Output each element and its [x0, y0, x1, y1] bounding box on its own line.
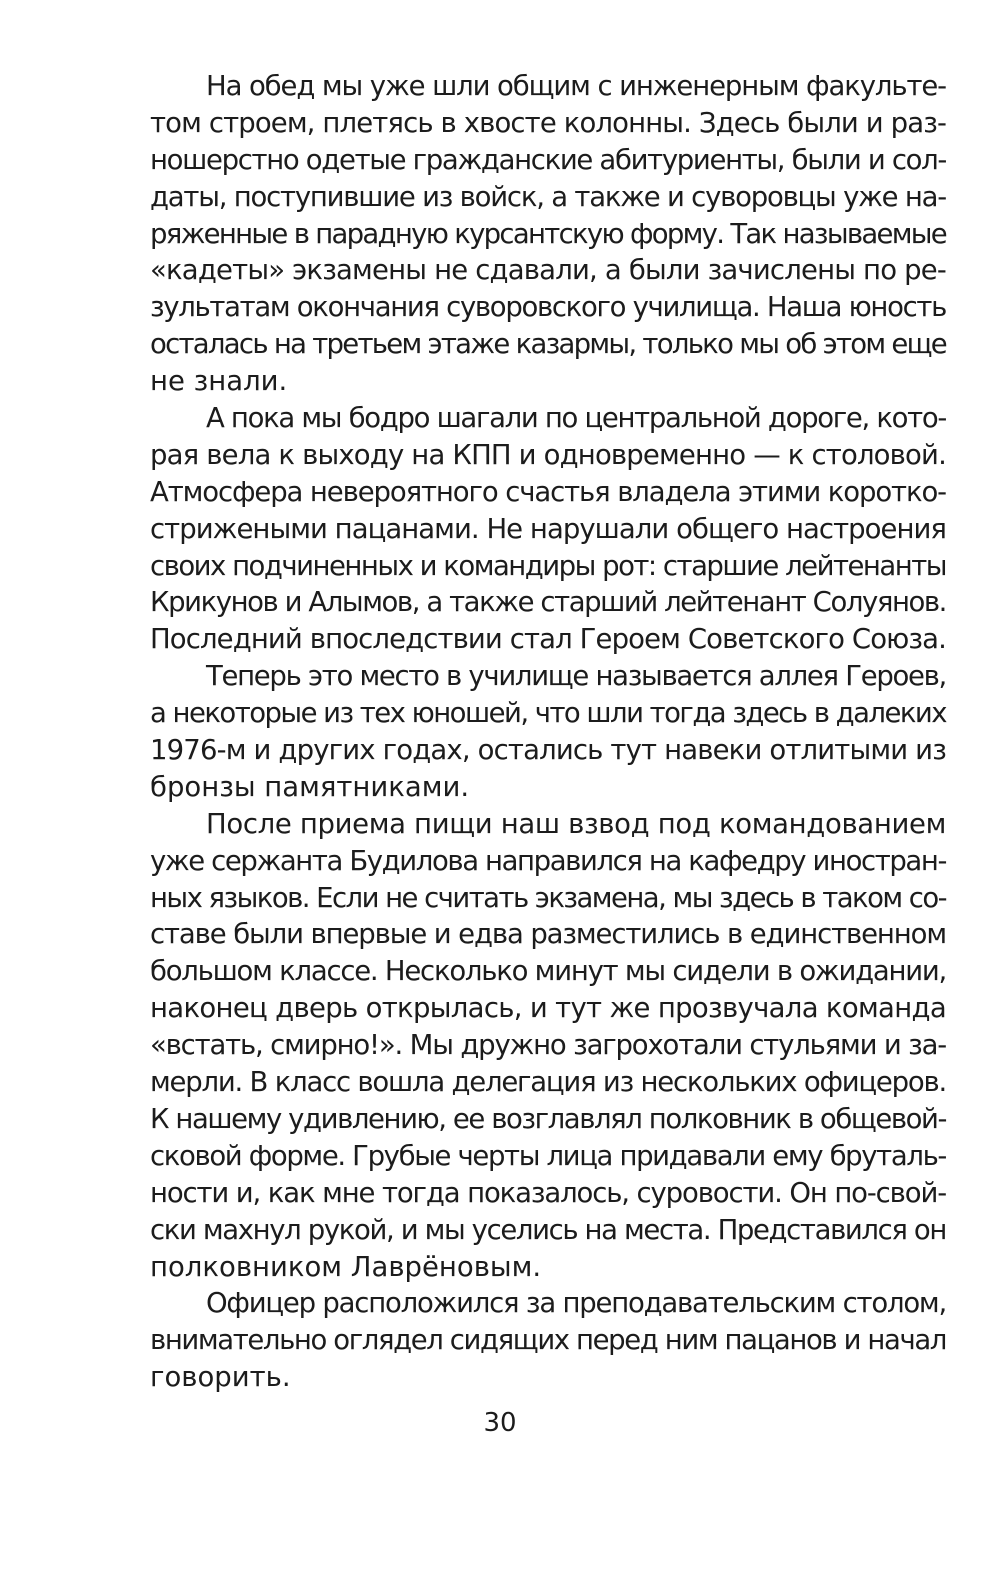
text-line: ных языков. Если не считать экзамена, мы здесь в таком со- [150, 881, 946, 914]
text-line: даты, поступившие из войск, а также и суворовцы уже на- [150, 180, 946, 213]
text-line: «кадеты» экзамены не сдавали, а были зачислены по ре- [150, 254, 946, 287]
text-line: А пока мы бодро шагали по центральной дороге, кото- [206, 402, 947, 435]
text-line: Последний впоследствии стал Героем Советского Союза. [150, 623, 946, 656]
paragraph [150, 68, 946, 400]
text-line: сковой форме. Грубые черты лица придавали ему бруталь- [150, 1139, 946, 1172]
text-line: Атмосфера невероятного счастья владела этими коротко- [150, 475, 946, 508]
text-line: говорить. [150, 1361, 291, 1394]
text-line: ставе были впервые и едва разместились в единственном [150, 918, 946, 951]
text-line: наконец дверь открылась, и тут же прозвучала команда [150, 992, 946, 1025]
text-line: рая вела к выходу на КПП и одновременно — к столовой. [150, 438, 946, 471]
text-line: Теперь это место в училище называется аллея Героев, [206, 660, 946, 693]
text-line: бронзы памятниками. [150, 770, 470, 803]
text-line: осталась на третьем этаже казармы, только мы об этом еще [150, 328, 946, 361]
text-line: Офицер расположился за преподавательским столом, [206, 1287, 946, 1320]
text-line: 1976-м и других годах, остались тут навеки отлитыми из [150, 734, 946, 767]
text-line: большом классе. Несколько минут мы сидели в ожидании, [150, 955, 946, 988]
text-line: а некоторые из тех юношей, что шли тогда здесь в далеких [150, 697, 946, 730]
text-line: мерли. В класс вошла делегация из нескольких офицеров. [150, 1066, 946, 1099]
text-line: внимательно оглядел сидящих перед ним пацанов и начал [150, 1324, 946, 1357]
paragraph [150, 1285, 946, 1396]
text-line: своих подчиненных и командиры рот: старшие лейтенанты [150, 549, 946, 582]
text-line: уже сержанта Будилова направился на кафедру иностран- [150, 844, 946, 877]
text-line: «встать, смирно!». Мы дружно загрохотали стульями и за- [150, 1029, 946, 1062]
text-line: полковником Лаврёновым. [150, 1250, 542, 1283]
page-body [150, 68, 946, 1396]
text-line: После приема пищи наш взвод под командованием [206, 807, 946, 840]
text-line: ряженные в парадную курсантскую форму. Так называемые [150, 217, 946, 250]
paragraph [150, 806, 946, 1286]
paragraph [150, 400, 946, 658]
text-line: том строем, плетясь в хвосте колонны. Здесь были и раз- [150, 106, 946, 139]
text-line: стрижеными пацанами. Не нарушали общего настроения [150, 512, 946, 545]
text-line: К нашему удивлению, ее возглавлял полковник в общевой- [150, 1102, 946, 1135]
text-line: зультатам окончания суворовского училища. Наша юность [150, 291, 946, 324]
paragraph [150, 658, 946, 806]
text-line: не знали. [150, 365, 288, 398]
text-line: ски махнул рукой, и мы уселись на места. Представился он [150, 1213, 946, 1246]
text-line: На обед мы уже шли общим с инженерным факульте- [206, 70, 946, 102]
page-number: 30 [483, 1408, 517, 1438]
text-line: ношерстно одетые гражданские абитуриенты, были и сол- [150, 143, 946, 176]
text-line: Крикунов и Алымов, а также старший лейтенант Солуянов. [150, 586, 947, 619]
text-line: ности и, как мне тогда показалось, суровости. Он по-свой- [150, 1176, 946, 1209]
